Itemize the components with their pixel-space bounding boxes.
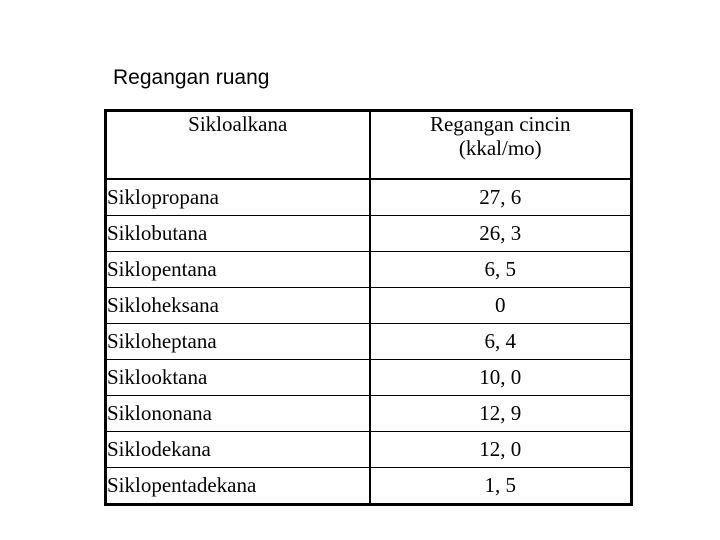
cycloalkane-name: Siklooktana bbox=[106, 359, 370, 395]
cycloalkane-name: Siklobutana bbox=[106, 215, 370, 251]
cycloalkane-name: Siklopentana bbox=[106, 251, 370, 287]
cycloalkane-name: Siklopropana bbox=[106, 179, 370, 216]
cycloalkane-name: Sikloheptana bbox=[106, 323, 370, 359]
table-row bbox=[106, 467, 632, 504]
table-row bbox=[106, 323, 632, 359]
ring-strain-table bbox=[104, 109, 633, 506]
table-row bbox=[106, 359, 632, 395]
ring-strain-value: 12, 9 bbox=[370, 395, 632, 431]
table-row bbox=[106, 395, 632, 431]
ring-strain-value: 26, 3 bbox=[370, 215, 632, 251]
table-row bbox=[106, 179, 632, 216]
slide-title: Regangan ruang bbox=[113, 66, 270, 89]
header-ring-strain-line1: Regangan cincin bbox=[429, 112, 571, 136]
ring-strain-value: 10, 0 bbox=[370, 359, 632, 395]
ring-strain-value: 6, 4 bbox=[370, 323, 632, 359]
ring-strain-value: 27, 6 bbox=[479, 185, 522, 209]
cycloalkane-name: Sikloheksana bbox=[106, 287, 370, 323]
cycloalkane-name: Siklopentadekana bbox=[106, 467, 370, 504]
table-row bbox=[106, 431, 632, 467]
ring-strain-value: 0 bbox=[370, 287, 632, 323]
cycloalkane-name: Siklodekana bbox=[106, 431, 370, 467]
table-header-row bbox=[106, 111, 632, 179]
table-row bbox=[106, 287, 632, 323]
cycloalkane-name: Siklononana bbox=[106, 395, 370, 431]
header-ring-strain bbox=[370, 111, 632, 179]
ring-strain-value: 12, 0 bbox=[370, 431, 632, 467]
ring-strain-value: 1, 5 bbox=[370, 467, 632, 504]
header-cycloalkane: Sikloalkana bbox=[106, 111, 370, 179]
table-row bbox=[106, 251, 632, 287]
table-row bbox=[106, 215, 632, 251]
header-ring-strain-line2: (kkal/mo) bbox=[458, 136, 542, 160]
ring-strain-value: 6, 5 bbox=[370, 251, 632, 287]
